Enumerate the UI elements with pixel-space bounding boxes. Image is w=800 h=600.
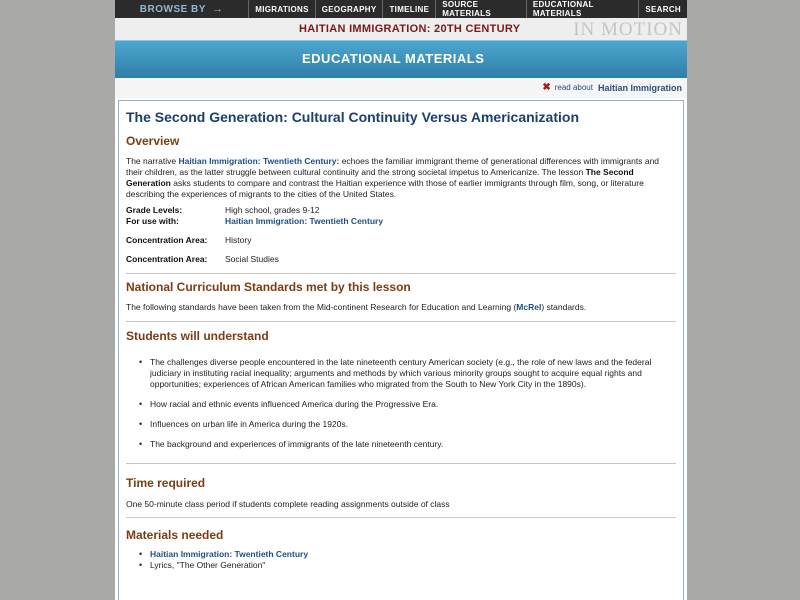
top-navigation-bar [115,0,687,18]
content-panel [115,98,687,600]
time-required-text: One 50-minute class period if students complete reading assignments outside of class [126,499,450,509]
list-item: • The challenges diverse people encountered in the late nineteenth century American society (e.g., the role of new laws and the federal judiciary in instituting racial inequality; arguments and methods by which various minority groups sought to acquire equal rights and opportunities; experiences of African American families who migrated from the South to New York City in the 1890s). [126,357,676,390]
read-about-label: read about [554,83,593,92]
understand-heading: Students will understand [126,329,269,343]
list-item: • Influences on urban life in America during the 1920s. [126,419,676,430]
standards-heading: National Curriculum Standards met by this lesson [126,280,411,294]
list-item: • How racial and ethnic events influenced America during the Progressive Era. [126,399,676,410]
nav-source-materials[interactable]: SOURCE MATERIALS [435,0,526,18]
lesson-box [118,100,684,600]
section-title: EDUCATIONAL MATERIALS [302,51,485,66]
grade-levels-row: Grade Levels: High school, grades 9-12 [126,205,320,215]
for-use-with-row: For use with: Haitian Immigration: Twentieth Century [126,216,384,226]
browse-by-label [115,0,248,18]
page-title: The Second Generation: Cultural Continuity Versus Americanization [126,109,579,125]
read-about-link[interactable]: Haitian Immigration [597,82,682,93]
section-banner [115,40,687,78]
standards-paragraph: The following standards have been taken from the Mid-continent Research for Education and Learning (McRel) standards. [126,302,587,312]
materials-heading: Materials needed [126,528,224,542]
time-required-heading: Time required [126,476,206,490]
read-about [542,82,682,93]
divider [126,517,676,518]
mcrel-link[interactable]: McRel [516,302,542,312]
understand-list [126,357,676,450]
nav-geography[interactable]: GEOGRAPHY [315,0,383,18]
browse-by-text: BROWSE BY [139,3,206,15]
list-item: • The background and experiences of immigrants of the late nineteenth century. [126,439,676,450]
list-item [126,549,676,560]
nav-timeline[interactable]: TIMELINE [382,0,435,18]
arrow-right-icon: → [211,3,224,15]
overview-paragraph: The narrative Haitian Immigration: Twentieth Century: echoes the familiar immigrant theme of generational differences with immigrants and their children, as the latter struggle between cultural continuity and the strong societal impetus to Americanize. The lesson The Second Generation asks students to compare and contrast the Haitian experience with those of earlier immigrants through film, song, or literature describing the experiences of migrants to the cities of the United States. [126,156,660,199]
site-title[interactable]: HAITIAN IMMIGRATION: 20TH CENTURY [299,23,521,35]
close-x-icon: ✖ [542,82,551,93]
in-motion-logo[interactable]: IN MOTION [573,19,683,40]
for-use-with-link[interactable]: Haitian Immigration: Twentieth Century [225,216,384,226]
title-bar [115,18,687,40]
read-about-bar [115,78,687,98]
list-item: • Lyrics, "The Other Generation" [126,560,676,571]
overview-link[interactable]: Haitian Immigration: Twentieth Century: [178,156,340,166]
divider [126,463,676,464]
concentration-history-row: Concentration Area: History [126,235,252,245]
concentration-social-studies-row: Concentration Area: Social Studies [126,254,279,264]
nav-migrations[interactable]: MIGRATIONS [248,0,315,18]
divider [126,273,676,274]
materials-link[interactable]: Haitian Immigration: Twentieth Century [150,549,309,559]
overview-heading: Overview [126,134,180,148]
nav-search[interactable]: SEARCH [638,0,687,18]
divider [126,321,676,322]
materials-list [126,549,676,571]
nav-educational-materials[interactable]: EDUCATIONAL MATERIALS [526,0,639,18]
